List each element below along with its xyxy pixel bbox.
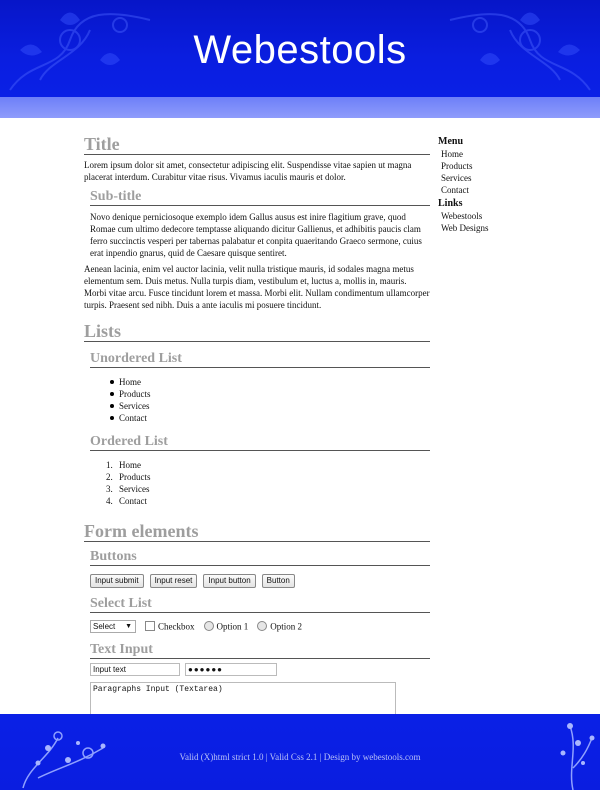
list-item: Products xyxy=(84,388,430,400)
list-item: 3. Services xyxy=(106,484,150,494)
sidebar-link-webestools[interactable]: Webestools xyxy=(441,211,483,221)
input-submit-button[interactable]: Input submit xyxy=(90,574,144,588)
site-footer xyxy=(0,714,600,790)
ordered-list-heading: Ordered List xyxy=(90,434,430,451)
footer-credits: Valid (X)html strict 1.0 | Valid Css 2.1 | Design by webestools.com xyxy=(179,752,421,762)
password-input[interactable]: ●●●●●● xyxy=(185,663,277,676)
bullet-icon xyxy=(110,404,114,408)
input-reset-button[interactable]: Input reset xyxy=(150,574,198,588)
bullet-icon xyxy=(110,380,114,384)
unordered-list-heading: Unordered List xyxy=(90,351,430,368)
sidebar-item-home[interactable]: Home xyxy=(441,149,463,159)
radio-label-2: Option 2 xyxy=(270,621,303,632)
select-row xyxy=(90,617,430,635)
textarea[interactable]: Paragraphs Input (Textarea) xyxy=(90,682,396,736)
text-input-heading: Text Input xyxy=(90,642,430,659)
site-header xyxy=(0,0,600,97)
lists-heading: Lists xyxy=(84,321,430,342)
main-content xyxy=(84,134,430,736)
text-input-row xyxy=(90,663,430,681)
form-elements-heading: Form elements xyxy=(84,521,430,542)
text-input[interactable]: Input text xyxy=(90,663,180,676)
list-item: Contact xyxy=(84,412,430,424)
buttons-heading: Buttons xyxy=(90,549,430,566)
list-item: Services xyxy=(84,400,430,412)
select-dropdown[interactable]: Select ▼ xyxy=(90,620,136,633)
site-title: Webestools xyxy=(193,28,407,72)
ordered-list xyxy=(84,459,430,507)
menu-heading: Menu xyxy=(438,136,463,147)
bullet-icon xyxy=(110,392,114,396)
header-band xyxy=(0,97,600,118)
subtitle-heading: Sub-title xyxy=(90,189,430,206)
sub-paragraph: Novo denique perniciosoque exemplo idem Gallus ausus est inire flagitium grave, quod Romae cum ultimo dedecore temptasse aliquando dicitur Gallienus, et adhibitis paucis clam ferro succinctis vesperi per tabernas palabatur et conpita quaeritando Graeco sermone, cuius erat inpendio gnarus, quid de Caesare quisque sentiret. xyxy=(90,212,422,258)
sidebar-item-contact[interactable]: Contact xyxy=(441,185,469,195)
radio-option-2[interactable] xyxy=(257,621,267,631)
select-list-heading: Select List xyxy=(90,596,430,613)
chevron-down-icon: ▼ xyxy=(125,622,132,630)
checkbox-label: Checkbox xyxy=(158,621,195,632)
intro-paragraph: Lorem ipsum dolor sit amet, consectetur adipiscing elit. Suspendisse vitae sapien ut magna placerat interdum. Curabitur vitae risus. Vivamus iaculis mauris et dolor. xyxy=(84,160,412,182)
radio-option-1[interactable] xyxy=(204,621,214,631)
radio-label-1: Option 1 xyxy=(216,621,249,632)
list-item: 4. Contact xyxy=(106,496,147,506)
sidebar-item-products[interactable]: Products xyxy=(441,161,473,171)
input-button[interactable]: Input button xyxy=(203,574,255,588)
unordered-list xyxy=(84,376,430,424)
paragraph-2: Aenean lacinia, enim vel auctor lacinia, velit nulla tristique mauris, id sodales magna metus elementum sem. Duis metus. Nulla turpis diam, vestibulum et, luctus a, mollis in, mauris. Morbi vitae arcu. Fusce tincidunt lorem et massa. Morbi elit. Nullam condimentum ullamcorper turpis. Praesent sed nibh. Duis a ante iaculis mi posuere tincidunt. xyxy=(84,264,430,310)
list-item: 2. Products xyxy=(106,472,151,482)
button-row xyxy=(90,570,430,588)
sidebar xyxy=(438,136,548,234)
bullet-icon xyxy=(110,416,114,420)
links-heading: Links xyxy=(438,198,463,209)
checkbox[interactable] xyxy=(145,621,155,631)
plain-button[interactable]: Button xyxy=(262,574,295,588)
list-item: 1. Home xyxy=(106,460,141,470)
page-title: Title xyxy=(84,134,430,155)
sidebar-link-web-designs[interactable]: Web Designs xyxy=(441,223,489,233)
list-item: Home xyxy=(84,376,430,388)
sidebar-item-services[interactable]: Services xyxy=(441,173,472,183)
